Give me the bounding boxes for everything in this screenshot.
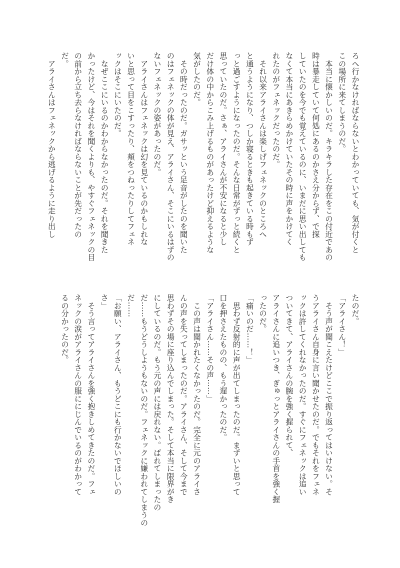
text-line: ないフェネックの姿があったのだ。 xyxy=(152,52,162,176)
text-line: ついてきて、アライさんの腕を強く握られて、 xyxy=(284,294,294,457)
text-line: 「お願い、アライさん、もうどこにも行かないでほしいの xyxy=(113,294,123,496)
text-line: そう声が聞こえたけどここで振り返ってはいけない。そ xyxy=(324,294,334,496)
text-line: この声は聞かれたくなかったのだ。完全に元のアライさ xyxy=(192,294,202,496)
upper-text-block xyxy=(40,52,362,292)
lower-text-block xyxy=(40,294,362,534)
text-line: かったけど、今はそれを聞くよりも、やすぐフェネックの目 xyxy=(86,52,96,262)
text-line: ックは許してくれなかったのだ。すぐにフェネックは追い xyxy=(298,294,308,496)
text-line: のはフェネックの体が見え、アライさん、そこにいるはずの xyxy=(166,52,176,262)
text-line: 「アライさん……その声……」 xyxy=(205,294,215,403)
text-line: アライさんはフェネックは幻を見ているのかもしれな xyxy=(139,52,149,246)
text-line: るの分かったのだ。 xyxy=(60,294,70,364)
text-line: うアライさん自身に言い聞かせたのだ。でもそれをフェネ xyxy=(311,294,321,496)
text-line: いと思って目をこすったり、頬をつねったりしてフェネ xyxy=(126,52,136,246)
text-line: その時だったのだ。ガサッという足音がしたのを聞いた xyxy=(179,52,189,254)
text-line: にしているのだ。もう元の声には戻れない。ばれてしまったの xyxy=(152,294,162,511)
text-line: と通うようになり、つしか寝るときも起きている時もず xyxy=(245,52,255,246)
text-line: さ」 xyxy=(100,294,110,310)
text-line: なぜここにいるのかわからなかったのだ。それを聞きた xyxy=(100,52,110,254)
text-line: っと過ごすようになったのだ。そんな日常がずっと続くと xyxy=(232,52,242,254)
text-line: この場所に来てしまうのだ。 xyxy=(337,52,347,153)
text-line: ろへ行かなければならないとわかっていても、気が付くと xyxy=(351,52,360,254)
text-line: 思わず反射的に声が出てしまったのだ。まずいと思って xyxy=(232,294,242,496)
text-line: 本当に懐かしいのだ。キラキラした存在をこの付近であの xyxy=(324,52,334,262)
text-line: だけ体の中からこみ上げるものがあったけど抑えるような xyxy=(205,52,215,254)
text-line: たのだ。 xyxy=(351,294,360,325)
text-line: ネックの涙がアライさんの服ににじんでいるのがわかって xyxy=(73,294,83,496)
text-line: なくて本当にあきらめかけていたその時に声をかけてく xyxy=(284,52,294,246)
text-line: んの声を失ってしまったのだ。アライさん、そして今まで xyxy=(179,294,189,496)
text-line: だ……もうどうしようもないのだ。フェネックに嫌われてしまうの xyxy=(139,294,149,527)
text-line: 時は暴走していて何処にあるのかさえ分からず、で探 xyxy=(311,52,321,238)
text-line: れたのがフェネックだったのだ。 xyxy=(271,52,281,169)
text-line: していたのを今でも覚えているのに、いまだに思い出しても xyxy=(298,52,308,262)
text-line: アライさんはフェネックから逃げるように走り出し xyxy=(47,52,57,238)
text-line: ックはそこにいたのだ。 xyxy=(113,52,123,138)
text-line: 気がしたのだ。 xyxy=(192,52,202,107)
text-line: の前から立ち去らなければならないことが先だったの xyxy=(73,52,83,238)
text-line: アライさんに追いつき、ぎゅっとアライさんの手首を強く握 xyxy=(271,294,281,504)
text-line: 「アライさん！」 xyxy=(337,294,347,356)
text-line: それ以来アライさんは楽しげフェネックのところへ xyxy=(258,52,268,238)
text-line: 「痛いのだ……！」 xyxy=(245,294,255,364)
text-line: 思っていたのだ。さぁ、アライさんが不安になると少し xyxy=(218,52,228,246)
text-line: だ。 xyxy=(60,52,70,68)
text-line: 口を押さえたものの、もう遅かったのだ。 xyxy=(218,294,228,442)
text-line: 思わずその場に座り込んでしまった。そして本当に限界がき xyxy=(166,294,176,504)
text-line: だ…… xyxy=(126,294,136,318)
text-line: ったのだ。 xyxy=(258,294,268,333)
text-line: そう言ってアライさんを強く抱きしめてきたのだ。フェ xyxy=(86,294,96,496)
